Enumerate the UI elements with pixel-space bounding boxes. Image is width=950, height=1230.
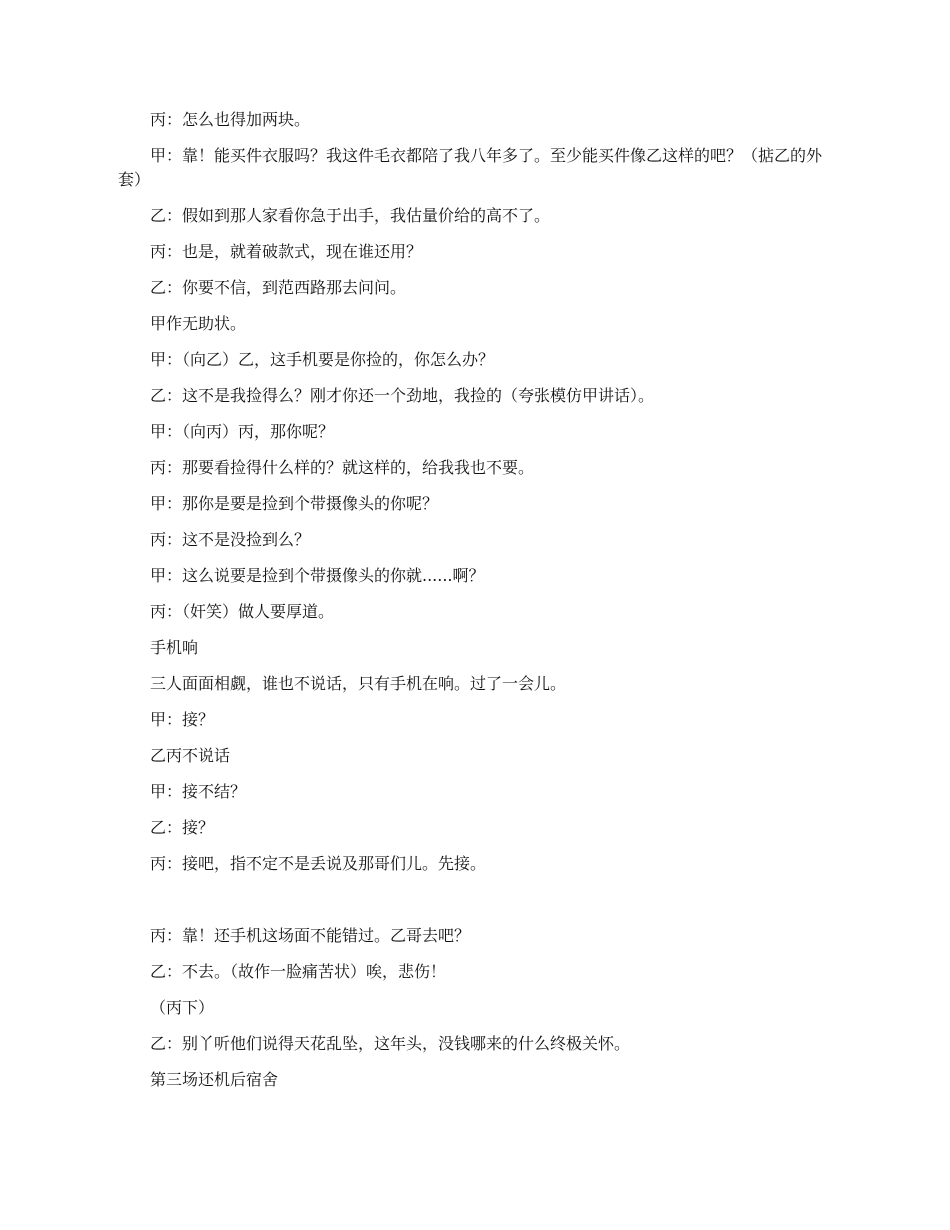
- line-18: 乙丙不说话: [150, 746, 231, 765]
- line-19: 甲：接不结？: [150, 782, 247, 801]
- line-17: 甲：接？: [150, 710, 215, 729]
- line-5: 乙：你要不信，到范西路那去问问。: [150, 278, 407, 297]
- line-11: 甲：那你是要是捡到个带摄像头的你呢？: [150, 494, 439, 513]
- line-22: 丙：靠！还手机这场面不能错过。乙哥去吧？: [150, 926, 471, 945]
- line-15: 手机响: [150, 638, 199, 657]
- line-4: 丙：也是，就着破款式，现在谁还用？: [150, 242, 423, 261]
- line-7: 甲：（向乙）乙，这手机要是你捡的，你怎么办？: [150, 350, 495, 369]
- line-8: 乙：这不是我捡得么？刚才你还一个劲地，我捡的（夸张模仿甲讲话）。: [150, 386, 655, 405]
- script-text: [118, 108, 838, 1104]
- line-12: 丙：这不是没捡到么？: [150, 530, 311, 549]
- line-21: 丙：接吧，指不定不是丢说及那哥们儿。先接。: [150, 854, 487, 873]
- line-1: 丙：怎么也得加两块。: [150, 110, 311, 129]
- line-14: 丙：（奸笑）做人要厚道。: [150, 602, 335, 621]
- line-16: 三人面面相觑，谁也不说话，只有手机在响。过了一会儿。: [150, 674, 567, 693]
- line-10: 丙：那要看捡得什么样的？就这样的，给我我也不要。: [150, 458, 535, 477]
- line-23: 乙：不去。（故作一脸痛苦状）唉，悲伤！: [150, 962, 447, 981]
- blank-gap: [118, 888, 838, 924]
- line-24: （丙下）: [150, 998, 215, 1017]
- line-3: 乙：假如到那人家看你急于出手，我估量价给的高不了。: [150, 206, 551, 225]
- line-2: 甲：靠！能买件衣服吗？我这件毛衣都陪了我八年多了。至少能买件像乙这样的吧？（掂乙的外套）: [118, 146, 823, 189]
- scene-heading: 第三场还机后宿舍: [150, 1070, 279, 1089]
- line-13: 甲：这么说要是捡到个带摄像头的你就......啊？: [150, 566, 485, 585]
- line-6: 甲作无助状。: [150, 314, 247, 333]
- line-20: 乙：接？: [150, 818, 215, 837]
- line-25: 乙：别丫听他们说得天花乱坠，这年头，没钱哪来的什么终极关怀。: [150, 1034, 631, 1053]
- line-9: 甲：（向丙）丙，那你呢？: [150, 422, 335, 441]
